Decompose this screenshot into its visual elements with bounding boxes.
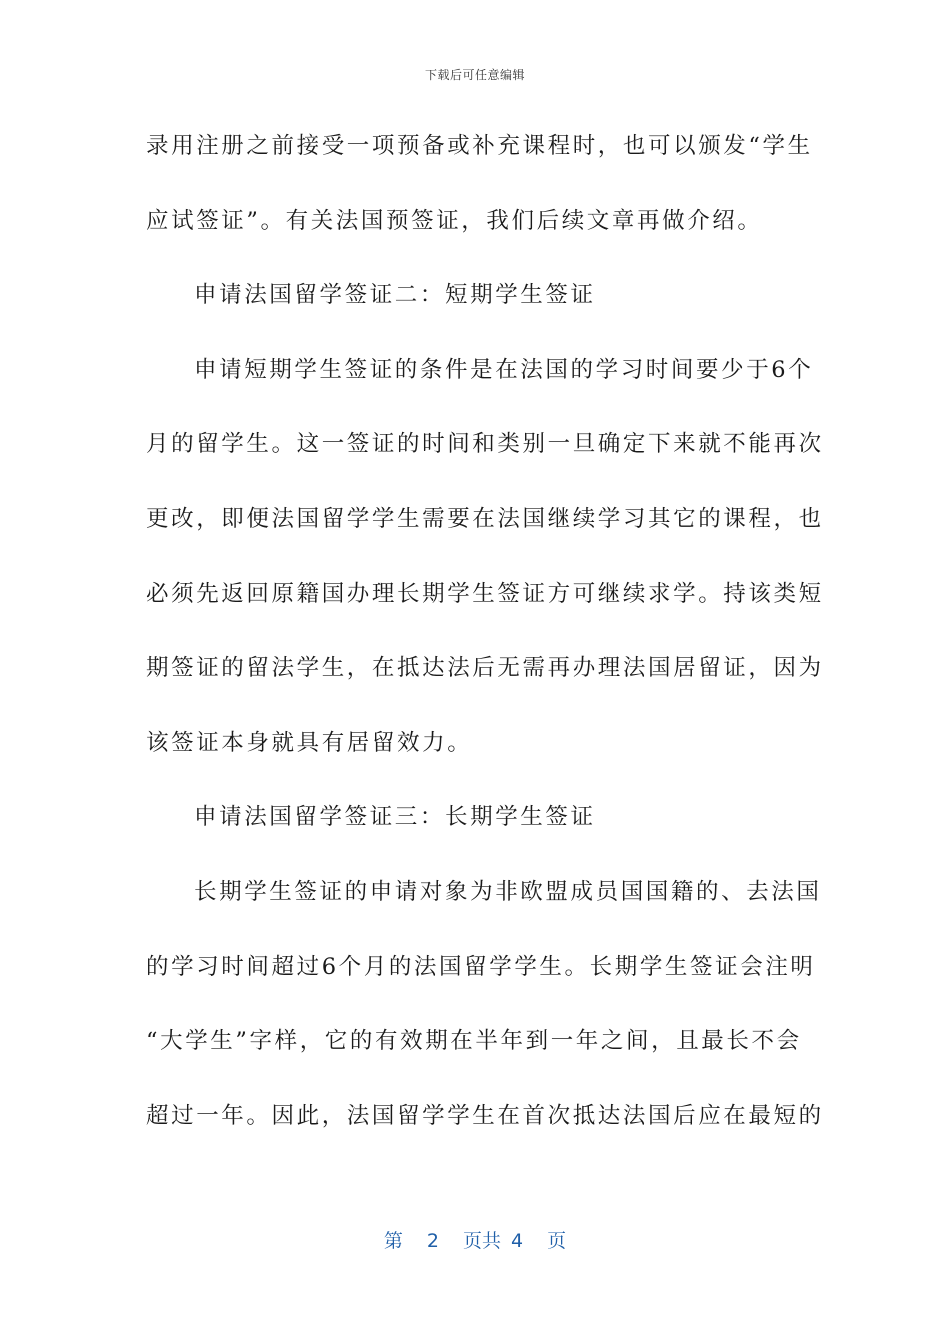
body-line-13: “大学生”字样，它的有效期在半年到一年之间，且最长不会: [146, 1028, 802, 1055]
body-line-9: 该签证本身就具有居留效力。: [146, 729, 473, 756]
body-line-8: 期签证的留法学生，在抵达法后无需再办理法国居留证，因为: [146, 655, 824, 682]
page-header-note: 下载后可任意编辑: [424, 68, 525, 82]
footer-di: 第: [383, 1230, 403, 1252]
body-line-14: 超过一年。因此，法国留学学生在首次抵达法国后应在最短的: [146, 1102, 824, 1129]
body-line-4: 申请短期学生签证的条件是在法国的学习时间要少于6个: [194, 356, 814, 383]
document-body: [146, 124, 824, 1168]
section-heading-long-term-visa: 申请法国留学签证三：长期学生签证: [194, 804, 596, 831]
section-heading-short-term-visa: 申请法国留学签证二：短期学生签证: [194, 282, 596, 309]
footer-total-pages: 4: [511, 1230, 524, 1252]
body-line-6: 更改，即便法国留学学生需要在法国继续学习其它的课程，也: [146, 505, 824, 532]
body-line-5: 月的留学生。这一签证的时间和类别一旦确定下来就不能再次: [146, 431, 824, 458]
footer-ye: 页: [547, 1230, 567, 1252]
body-line-7: 必须先返回原籍国办理长期学生签证方可继续求学。持该类短: [146, 580, 824, 607]
body-line-2: 应试签证”。有关法国预签证，我们后续文章再做介绍。: [146, 207, 763, 234]
footer-ye-gong: 页共: [462, 1230, 501, 1252]
footer-current-page: 2: [426, 1230, 439, 1252]
body-line-12: 的学习时间超过6个月的法国留学学生。长期学生签证会注明: [146, 953, 816, 980]
body-line-1: 录用注册之前接受一项预备或补充课程时，也可以颁发“学生: [146, 133, 813, 159]
page-footer-pagination: [0, 1226, 950, 1253]
body-line-11: 长期学生签证的申请对象为非欧盟成员国国籍的、去法国: [194, 878, 822, 905]
